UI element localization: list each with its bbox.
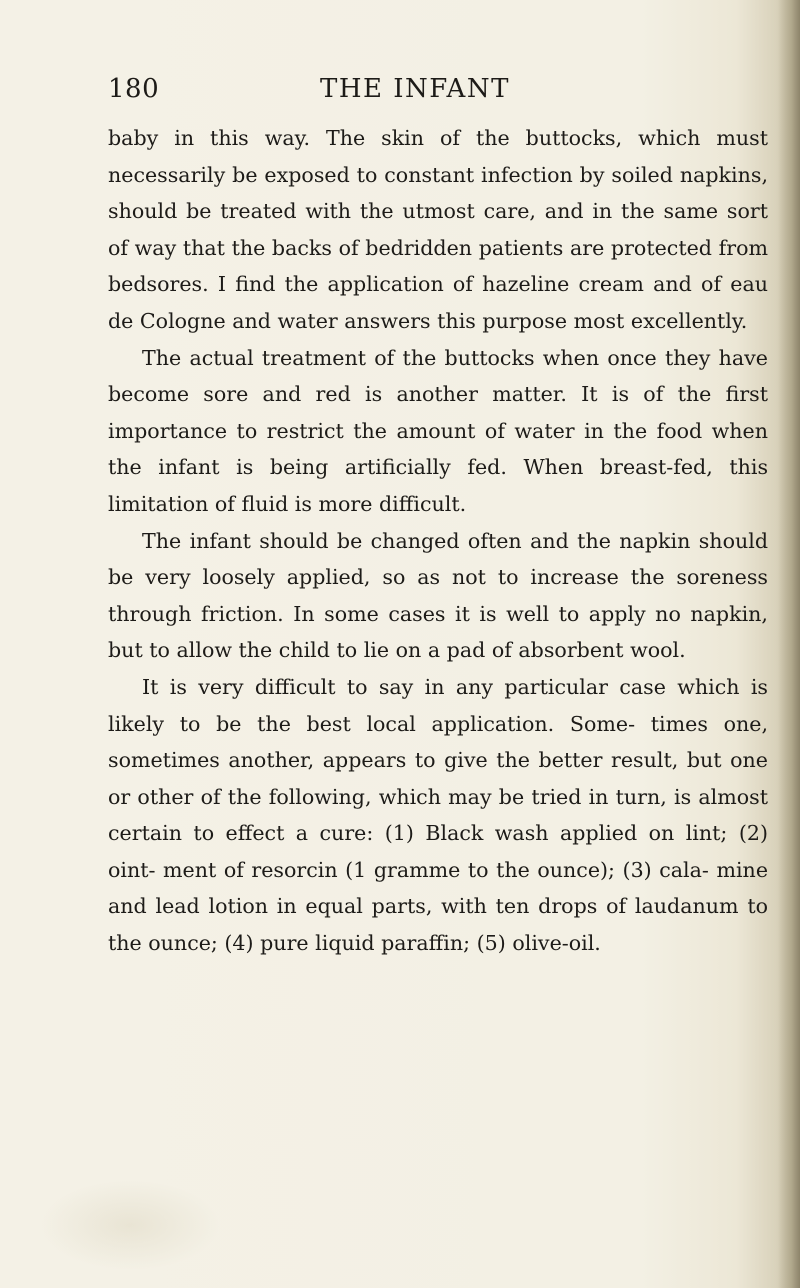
text-line: find the application of hazeline cream and of eau de xyxy=(108,272,769,333)
paragraph xyxy=(108,669,768,962)
text-line: (5) olive-oil. xyxy=(476,931,601,956)
text-line: Cologne and water answers this purpose most xyxy=(139,308,625,333)
text-line: on a pad of absorbent wool. xyxy=(395,638,686,663)
text-line: effect a cure: (1) Black wash applied on lint; (2) oint- xyxy=(108,821,768,882)
text-line: the soreness through friction. In some cases it is xyxy=(108,565,768,626)
text-line: excellently. xyxy=(630,308,748,333)
text-line: water in the food when the infant is being artificially xyxy=(108,418,769,480)
text-line: fed. When breast-fed, this limitation of fluid is more xyxy=(108,455,769,516)
text-line: they have become sore and red is another matter. It xyxy=(108,345,768,407)
running-title: THE INFANT xyxy=(320,74,510,104)
running-head xyxy=(108,74,768,110)
text-line: The actual treatment of the buttocks when once xyxy=(142,345,657,370)
text-line: mine and lead lotion in equal parts, with ten drops xyxy=(108,857,769,919)
text-line: care, and in the same sort of way that the backs of xyxy=(108,199,769,260)
page-edge-shadow xyxy=(778,0,800,1288)
text-line: is of the first importance to restrict the amount of xyxy=(108,382,769,443)
paragraph xyxy=(108,120,768,340)
text-line: difficult. xyxy=(379,491,467,516)
text-line: baby in this way. The skin of the buttocks, which xyxy=(108,126,701,150)
text-line: well to apply no napkin, but to allow the child to lie xyxy=(108,601,768,663)
page-number: 180 xyxy=(108,74,160,104)
text-line: by soiled napkins, should be treated with the utmost xyxy=(108,162,768,224)
text-line: It is very difficult to say in any particular case xyxy=(142,674,666,699)
text-line: which may be tried in turn, is almost certain to xyxy=(108,784,768,846)
text-line: which is likely to be the best local application. Some- xyxy=(108,674,768,736)
text-line: must necessarily be exposed to constant infection xyxy=(108,126,769,187)
text-line: of laudanum to the ounce; (4) pure liquid paraffin; xyxy=(108,894,769,956)
paper-stain xyxy=(40,1180,220,1270)
text-line: The infant should be changed often and the napkin xyxy=(142,528,691,553)
text-line: times one, sometimes another, appears to give the xyxy=(108,711,768,773)
text-line: bedridden patients are protected from bedsores. I xyxy=(108,235,769,297)
text-line: better result, but one or other of the following, xyxy=(108,748,768,809)
body-text xyxy=(108,120,768,962)
paragraph xyxy=(108,340,768,523)
text-line: ment of resorcin (1 gramme to the ounce); (3) cala- xyxy=(163,857,709,882)
paragraph xyxy=(108,523,768,669)
text-line: should be very loosely applied, so as not to increase xyxy=(108,528,768,590)
